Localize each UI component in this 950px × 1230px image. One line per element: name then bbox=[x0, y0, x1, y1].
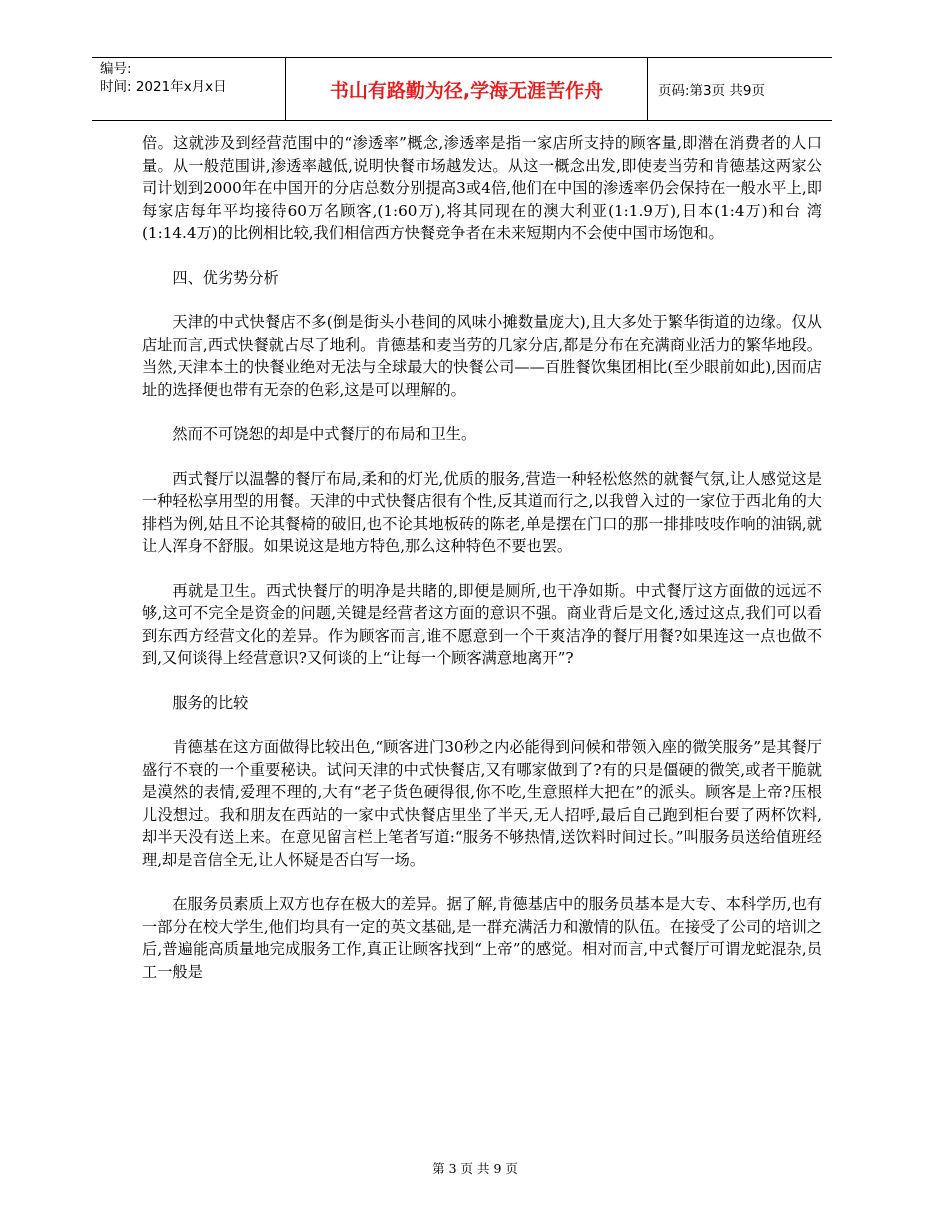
header-meta bbox=[92, 58, 286, 120]
header-motto: 书山有路勤为径,学海无涯苦作舟 bbox=[286, 58, 648, 120]
section-heading: 服务的比较 bbox=[172, 693, 249, 712]
paragraph: 肯德基在这方面做得比较出色,“顾客进门30秒之内必能得到问候和带领入座的微笑服务”是其餐厅盛行不衰的一个重要秘诀。试问天津的中式快餐店,又有哪家做到了?有的只是僵硬的微笑,或者干脆就是漠然的表情,爱理不理的,大有“老子货色硬得很,你不吃,生意照样大把在”的派头。顾客是上帝?压根儿没想过。我和朋友在西站的一家中式快餐店里坐了半天,无人招呼,最后自己跑到柜台要了两杯饮料,却半天没有送上来。在意见留言栏上笔者写道:“服务不够热情,送饮料时间过长。”叫服务员送给值班经理,却是音信全无,让人怀疑是否白写一场。 bbox=[142, 738, 822, 869]
paragraph: 在服务员素质上双方也存在极大的差异。据了解,肯德基店中的服务员基本是大专、本科学历,也有一部分在校大学生,他们均具有一定的英文基础,是一群充满活力和激情的队伍。在接受了公司的培训之后,普遍能高质量地完成服务工作,真正让顾客找到“上帝”的感觉。相对而言,中式餐厅可谓龙蛇混杂,员工一般是 bbox=[142, 895, 822, 981]
page-header bbox=[92, 57, 832, 121]
paragraph: 然而不可饶恕的却是中式餐厅的布局和卫生。 bbox=[172, 425, 477, 443]
document-body bbox=[142, 132, 822, 1005]
section-heading: 四、优劣势分析 bbox=[172, 268, 279, 287]
paragraph: 再就是卫生。西式快餐厅的明净是共睹的,即便是厕所,也干净如斯。中式餐厅这方面做的远远不够,这可不完全是资金的问题,关键是经营者这方面的意识不强。商业背后是文化,透过这点,我们可以看到东西方经营文化的差异。作为顾客而言,谁不愿意到一个干爽洁净的餐厅用餐?如果连这一点也做不到,又何谈得上经营意识?又何谈的上“让每一个顾客满意地离开”? bbox=[142, 581, 822, 667]
document-time-label: 时间: 2021年x月x日 bbox=[100, 79, 227, 95]
header-page-number: 页码:第3页 共9页 bbox=[658, 83, 766, 99]
paragraph: 西式餐厅以温馨的餐厅布局,柔和的灯光,优质的服务,营造一种轻松悠然的就餐气氛,让人感觉这是一种轻松享用型的用餐。天津的中式快餐店很有个性,反其道而行之,以我曾入过的一家位于西北角的大排档为例,姑且不论其餐椅的破旧,也不论其地板砖的陈老,单是摆在门口的那一排排吱吱作响的油锅,就让人浑身不舒服。如果说这是地方特色,那么这种特色不要也罢。 bbox=[142, 469, 822, 555]
page-footer: 第 3 页 共 9 页 bbox=[432, 1161, 518, 1176]
document-number-label: 编号: bbox=[100, 61, 132, 77]
paragraph: 天津的中式快餐店不多(倒是街头小巷间的风味小摊数量庞大),且大多处于繁华街道的边缘。仅从店址而言,西式快餐就占尽了地利。肯德基和麦当劳的几家分店,都是分布在充满商业活力的繁华地段。当然,天津本土的快餐业绝对无法与全球最大的快餐公司——百胜餐饮集团相比(至少眼前如此),因而店址的选择便也带有无奈的色彩,这是可以理解的。 bbox=[142, 313, 822, 399]
paragraph-continuation: 倍。这就涉及到经营范围中的“渗透率”概念,渗透率是指一家店所支持的顾客量,即潜在消费者的人口量。从一般范围讲,渗透率越低,说明快餐市场越发达。从这一概念出发,即使麦当劳和肯德基这两家公司计划到2000年在中国开的分店总数分别提高3或4倍,他们在中国的渗透率仍会保持在一般水平上,即每家店每年平均接待60万名顾客,(1:60万),将其同现在的澳大利亚(1:1.9万),日本(1:4万)和台 湾(1:14.4万)的比例相比较,我们相信西方快餐竞争者在未来短期内不会使中国市场饱和。 bbox=[142, 134, 822, 242]
